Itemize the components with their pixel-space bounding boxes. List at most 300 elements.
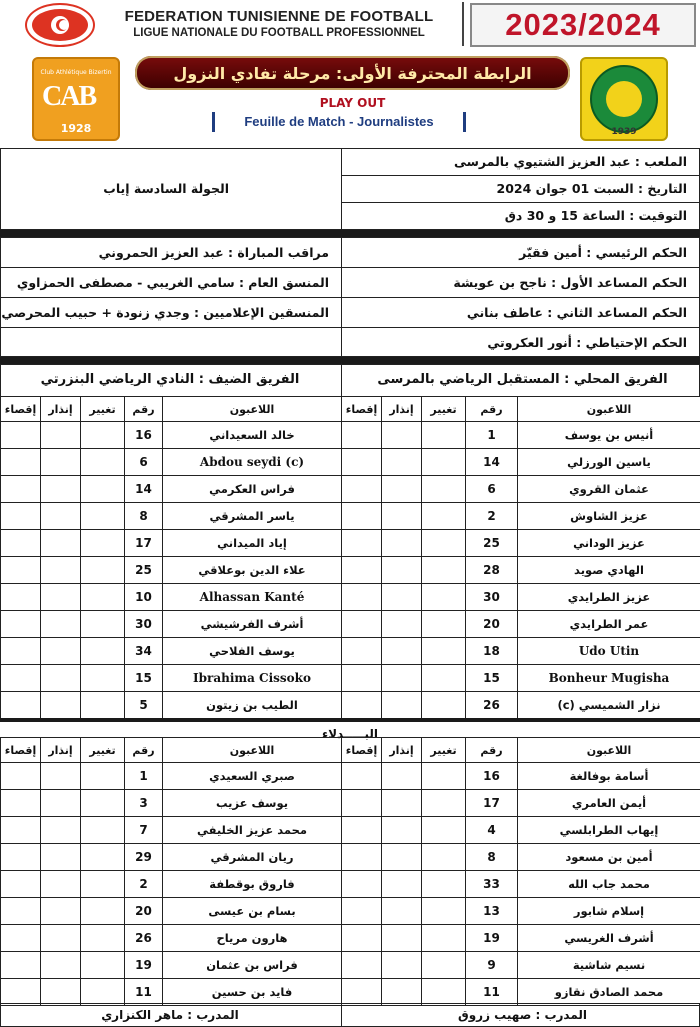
sub-cell <box>422 692 466 719</box>
table-row <box>342 692 700 719</box>
sub-cell <box>422 817 466 844</box>
sub-cell <box>81 503 125 530</box>
warning-cell <box>382 638 422 665</box>
sub-cell <box>81 817 125 844</box>
column-header-sub: تغيير <box>81 397 125 422</box>
column-header-sub: تغيير <box>81 738 125 763</box>
warning-cell <box>41 611 81 638</box>
column-header-number: رقم <box>125 738 163 763</box>
warning-cell <box>41 952 81 979</box>
player-number: 30 <box>125 611 163 638</box>
player-name: أنيس بن يوسف <box>518 422 700 449</box>
player-number: 25 <box>125 557 163 584</box>
table-row <box>342 503 700 530</box>
table-row <box>342 817 700 844</box>
player-name: إياد الميداني <box>163 530 342 557</box>
player-name: Bonheur Mugisha <box>518 665 700 692</box>
player-number: 10 <box>125 584 163 611</box>
table-row <box>1 871 342 898</box>
sub-cell <box>81 898 125 925</box>
warning-cell <box>382 476 422 503</box>
player-number: 34 <box>125 638 163 665</box>
officials-box <box>0 237 700 357</box>
assistant-referee-2: الحكم المساعد الثاني : عاطف بناني <box>466 305 687 320</box>
home-team-title: الفريق المحلي : المستقبل الرياضي بالمرسى <box>377 372 668 387</box>
divider <box>341 1003 342 1027</box>
sub-cell <box>422 422 466 449</box>
player-name: إسلام شابور <box>518 898 700 925</box>
player-number: 14 <box>125 476 163 503</box>
column-header-number: رقم <box>466 738 518 763</box>
warning-cell <box>41 925 81 952</box>
federation-logo <box>25 3 95 47</box>
warning-cell <box>382 692 422 719</box>
player-name: فايد بن حسين <box>163 979 342 1006</box>
expulsion-cell <box>342 530 382 557</box>
player-name: محمد عزيز الخليفي <box>163 817 342 844</box>
table-row <box>1 449 342 476</box>
table-row <box>342 476 700 503</box>
club-left-year: 1928 <box>60 122 92 135</box>
player-name: Udo Utin <box>518 638 700 665</box>
away-coach: المدرب : ماهر الكنزاري <box>101 1008 239 1022</box>
table-row <box>342 790 700 817</box>
player-number: 7 <box>125 817 163 844</box>
table-row <box>1 692 342 719</box>
warning-cell <box>382 503 422 530</box>
sub-cell <box>81 611 125 638</box>
sub-cell <box>422 871 466 898</box>
sub-cell <box>422 449 466 476</box>
player-name: عزيز الطرايدي <box>518 584 700 611</box>
home-coach: المدرب : صهيب زروق <box>457 1008 588 1022</box>
player-number: 1 <box>125 763 163 790</box>
table-header-row <box>1 397 342 422</box>
table-header-row <box>342 397 700 422</box>
player-number: 18 <box>466 638 518 665</box>
expulsion-cell <box>1 898 41 925</box>
player-number: 28 <box>466 557 518 584</box>
table-row <box>1 611 342 638</box>
table-row <box>1 476 342 503</box>
player-number: 3 <box>125 790 163 817</box>
warning-cell <box>41 979 81 1006</box>
table-header-row <box>1 738 342 763</box>
sub-cell <box>422 665 466 692</box>
player-name: نسيم شاشية <box>518 952 700 979</box>
divider <box>1 327 700 328</box>
player-name: إيهاب الطرابلسي <box>518 817 700 844</box>
sub-cell <box>422 530 466 557</box>
player-number: 4 <box>466 817 518 844</box>
expulsion-cell <box>1 638 41 665</box>
table-row <box>342 925 700 952</box>
player-number: 11 <box>466 979 518 1006</box>
expulsion-cell <box>342 979 382 1006</box>
sub-cell <box>422 925 466 952</box>
player-name: محمد الصادق نقازو <box>518 979 700 1006</box>
table-row <box>342 584 700 611</box>
sub-cell <box>422 952 466 979</box>
player-number: 20 <box>466 611 518 638</box>
away-subs-table <box>0 737 342 1006</box>
player-number: 6 <box>466 476 518 503</box>
sub-cell <box>422 476 466 503</box>
warning-cell <box>41 871 81 898</box>
player-number: 26 <box>466 692 518 719</box>
table-row <box>1 979 342 1006</box>
player-name: نزار الشميسي (c) <box>518 692 700 719</box>
player-number: 25 <box>466 530 518 557</box>
table-row <box>342 449 700 476</box>
match-time: التوقيت : الساعة 15 و 30 دق <box>504 208 687 223</box>
column-header-players: اللاعبون <box>518 397 700 422</box>
table-row <box>342 979 700 1006</box>
table-row <box>342 611 700 638</box>
expulsion-cell <box>1 503 41 530</box>
player-name: عمر الطرايدي <box>518 611 700 638</box>
expulsion-cell <box>1 790 41 817</box>
expulsion-cell <box>342 952 382 979</box>
warning-cell <box>382 898 422 925</box>
player-number: 19 <box>125 952 163 979</box>
player-number: 8 <box>466 844 518 871</box>
sub-cell <box>422 844 466 871</box>
table-row <box>1 665 342 692</box>
player-name: عزيز الشاوش <box>518 503 700 530</box>
warning-cell <box>41 557 81 584</box>
expulsion-cell <box>1 557 41 584</box>
table-row <box>1 422 342 449</box>
media-coordinators: المنسقين الإعلاميين : وجدي زنودة + حبيب المحرصي <box>1 305 329 320</box>
column-header-players: اللاعبون <box>163 397 342 422</box>
match-observer: مراقب المباراة : عبد العزيز الحمروني <box>98 245 329 260</box>
expulsion-cell <box>342 763 382 790</box>
round: الجولة السادسة إياب <box>103 181 229 196</box>
table-row <box>1 790 342 817</box>
sub-cell <box>81 871 125 898</box>
sub-cell <box>81 665 125 692</box>
sub-cell <box>81 584 125 611</box>
player-number: 26 <box>125 925 163 952</box>
player-name: خالد السعيداني <box>163 422 342 449</box>
table-row <box>1 503 342 530</box>
table-row <box>1 557 342 584</box>
expulsion-cell <box>342 871 382 898</box>
expulsion-cell <box>1 584 41 611</box>
warning-cell <box>382 817 422 844</box>
club-logo-marsa <box>580 57 668 141</box>
expulsion-cell <box>342 790 382 817</box>
expulsion-cell <box>1 530 41 557</box>
warning-cell <box>382 611 422 638</box>
expulsion-cell <box>342 449 382 476</box>
player-number: 11 <box>125 979 163 1006</box>
sub-cell <box>422 503 466 530</box>
column-header-sub: تغيير <box>422 397 466 422</box>
general-coordinator: المنسق العام : سامي الغريبي - مصطفى الحمزاوي <box>16 275 329 290</box>
expulsion-cell <box>342 476 382 503</box>
expulsion-cell <box>1 763 41 790</box>
expulsion-cell <box>342 817 382 844</box>
warning-cell <box>41 665 81 692</box>
expulsion-cell <box>1 665 41 692</box>
table-row <box>342 844 700 871</box>
table-row <box>1 817 342 844</box>
table-row <box>1 530 342 557</box>
divider <box>341 364 342 396</box>
warning-cell <box>41 844 81 871</box>
club-logo-bizertin: Club Athlétique Bizertin CAB 1928 <box>32 57 120 141</box>
divider <box>462 2 464 46</box>
expulsion-cell <box>342 692 382 719</box>
expulsion-cell <box>1 952 41 979</box>
expulsion-cell <box>342 584 382 611</box>
sub-cell <box>81 638 125 665</box>
player-name: محمد جاب الله <box>518 871 700 898</box>
player-name: هارون مرياح <box>163 925 342 952</box>
player-number: 6 <box>125 449 163 476</box>
season-badge: 2023/2024 <box>470 3 696 47</box>
federation-name: FEDERATION TUNISIENNE DE FOOTBALL <box>124 8 434 25</box>
match-date: التاريخ : السبت 01 جوان 2024 <box>496 181 687 196</box>
player-number: 2 <box>125 871 163 898</box>
table-row <box>342 898 700 925</box>
player-name: ريان المشرقي <box>163 844 342 871</box>
warning-cell <box>41 476 81 503</box>
warning-cell <box>41 763 81 790</box>
warning-cell <box>41 584 81 611</box>
warning-cell <box>382 871 422 898</box>
expulsion-cell <box>342 844 382 871</box>
warning-cell <box>41 790 81 817</box>
player-name: الطيب بن زيتون <box>163 692 342 719</box>
expulsion-cell <box>342 503 382 530</box>
player-name: يوسف عزيب <box>163 790 342 817</box>
competition-banner: الرابطة المحترفة الأولى: مرحلة تفادي النزول <box>135 56 570 90</box>
warning-cell <box>382 422 422 449</box>
table-row <box>342 871 700 898</box>
column-header-warning: إنذار <box>382 738 422 763</box>
player-number: 16 <box>125 422 163 449</box>
player-name: أمين بن مسعود <box>518 844 700 871</box>
sub-cell <box>81 952 125 979</box>
expulsion-cell <box>1 925 41 952</box>
warning-cell <box>41 898 81 925</box>
warning-cell <box>382 844 422 871</box>
column-header-number: رقم <box>466 397 518 422</box>
table-row <box>1 925 342 952</box>
table-row <box>342 530 700 557</box>
player-number: 13 <box>466 898 518 925</box>
expulsion-cell <box>1 422 41 449</box>
player-name: أشرف الغريسي <box>518 925 700 952</box>
divider <box>0 357 700 364</box>
sub-cell <box>81 763 125 790</box>
expulsion-cell <box>1 979 41 1006</box>
table-row <box>1 584 342 611</box>
header <box>0 0 700 144</box>
table-row <box>1 898 342 925</box>
player-name: Ibrahima Cissoko <box>163 665 342 692</box>
player-number: 16 <box>466 763 518 790</box>
player-name: الهادي صويد <box>518 557 700 584</box>
table-row <box>1 844 342 871</box>
sub-cell <box>81 925 125 952</box>
substitutes-title: البـــــدلاء <box>321 727 379 741</box>
player-name: يوسف الفلاحي <box>163 638 342 665</box>
expulsion-cell <box>342 611 382 638</box>
expulsion-cell <box>1 449 41 476</box>
column-header-warning: إنذار <box>41 738 81 763</box>
warning-cell <box>382 665 422 692</box>
expulsion-cell <box>342 925 382 952</box>
table-row <box>342 638 700 665</box>
column-header-players: اللاعبون <box>518 738 700 763</box>
stadium: الملعب : عبد العزيز الشتيوي بالمرسى <box>453 154 687 169</box>
player-number: 19 <box>466 925 518 952</box>
player-name: أسامة بوفالغة <box>518 763 700 790</box>
warning-cell <box>41 817 81 844</box>
sub-cell <box>81 790 125 817</box>
home-subs-table <box>341 737 700 1006</box>
column-header-warning: إنذار <box>41 397 81 422</box>
player-number: 5 <box>125 692 163 719</box>
away-team-title: الفريق الضيف : النادي الرياضي البنزرتي <box>40 372 300 387</box>
player-number: 29 <box>125 844 163 871</box>
warning-cell <box>41 449 81 476</box>
sub-cell <box>422 584 466 611</box>
table-row <box>1 763 342 790</box>
column-header-expulsion: إقصاء <box>1 397 41 422</box>
warning-cell <box>382 952 422 979</box>
sub-cell <box>422 638 466 665</box>
table-row <box>342 952 700 979</box>
player-number: 17 <box>466 790 518 817</box>
player-number: 1 <box>466 422 518 449</box>
column-header-expulsion: إقصاء <box>342 738 382 763</box>
home-starters-table <box>341 396 700 719</box>
player-number: 20 <box>125 898 163 925</box>
warning-cell <box>41 530 81 557</box>
warning-cell <box>382 530 422 557</box>
warning-cell <box>382 763 422 790</box>
player-name: علاء الدين بوعلاقي <box>163 557 342 584</box>
fourth-official: الحكم الإحتياطي : أنور العكروتي <box>487 335 687 350</box>
sub-cell <box>422 763 466 790</box>
expulsion-cell <box>1 871 41 898</box>
sub-cell <box>81 844 125 871</box>
player-name: عزيز الوداني <box>518 530 700 557</box>
player-number: 8 <box>125 503 163 530</box>
sub-cell <box>422 898 466 925</box>
player-name: بسام بن عيسى <box>163 898 342 925</box>
column-header-warning: إنذار <box>382 397 422 422</box>
divider <box>341 148 342 230</box>
player-number: 30 <box>466 584 518 611</box>
player-number: 14 <box>466 449 518 476</box>
warning-cell <box>41 692 81 719</box>
table-row <box>1 638 342 665</box>
table-row <box>342 763 700 790</box>
expulsion-cell <box>1 476 41 503</box>
divider <box>341 202 700 203</box>
sub-cell <box>81 979 125 1006</box>
sheet-type: Feuille de Match - Journalistes <box>212 112 466 132</box>
league-name: LIGUE NATIONALE DU FOOTBALL PROFESSIONNEL <box>133 27 425 39</box>
player-name: Alhassan Kanté <box>163 584 342 611</box>
player-number: 33 <box>466 871 518 898</box>
sub-cell <box>422 557 466 584</box>
divider <box>0 718 700 722</box>
sub-cell <box>422 611 466 638</box>
warning-cell <box>382 790 422 817</box>
club-right-year: 1939 <box>611 127 637 137</box>
divider <box>1 297 700 298</box>
table-row <box>342 422 700 449</box>
player-number: 15 <box>125 665 163 692</box>
federation-title <box>104 8 454 39</box>
expulsion-cell <box>342 665 382 692</box>
sub-cell <box>81 476 125 503</box>
assistant-referee-1: الحكم المساعد الأول : ناجح بن عويشة <box>453 275 687 290</box>
player-number: 15 <box>466 665 518 692</box>
match-info-box <box>0 148 700 230</box>
column-header-sub: تغيير <box>422 738 466 763</box>
player-name: ياسر المشرقي <box>163 503 342 530</box>
player-name: عثمان القروي <box>518 476 700 503</box>
table-row <box>342 557 700 584</box>
table-header-row <box>342 738 700 763</box>
warning-cell <box>41 638 81 665</box>
sub-cell <box>422 790 466 817</box>
divider <box>341 175 700 176</box>
expulsion-cell <box>1 692 41 719</box>
expulsion-cell <box>342 898 382 925</box>
warning-cell <box>382 557 422 584</box>
sub-cell <box>81 449 125 476</box>
sub-cell <box>422 979 466 1006</box>
player-name: ياسين الورزلي <box>518 449 700 476</box>
divider <box>1 267 700 268</box>
expulsion-cell <box>1 611 41 638</box>
expulsion-cell <box>1 817 41 844</box>
player-name: أشرف الفرشيشي <box>163 611 342 638</box>
warning-cell <box>41 422 81 449</box>
player-number: 17 <box>125 530 163 557</box>
sub-cell <box>81 530 125 557</box>
sub-cell <box>81 692 125 719</box>
play-out-label: PLAY OUT <box>319 96 386 110</box>
warning-cell <box>382 449 422 476</box>
player-name: فراس بن عثمان <box>163 952 342 979</box>
expulsion-cell <box>342 557 382 584</box>
expulsion-cell <box>342 422 382 449</box>
column-header-players: اللاعبون <box>163 738 342 763</box>
player-number: 9 <box>466 952 518 979</box>
table-row <box>342 665 700 692</box>
referee: الحكم الرئيسي : أمين فقيّر <box>519 245 687 260</box>
warning-cell <box>382 979 422 1006</box>
player-name: أيمن العامري <box>518 790 700 817</box>
warning-cell <box>382 925 422 952</box>
warning-cell <box>382 584 422 611</box>
warning-cell <box>41 503 81 530</box>
sub-cell <box>81 557 125 584</box>
column-header-expulsion: إقصاء <box>1 738 41 763</box>
divider <box>0 230 700 237</box>
player-name: صبري السعيدي <box>163 763 342 790</box>
